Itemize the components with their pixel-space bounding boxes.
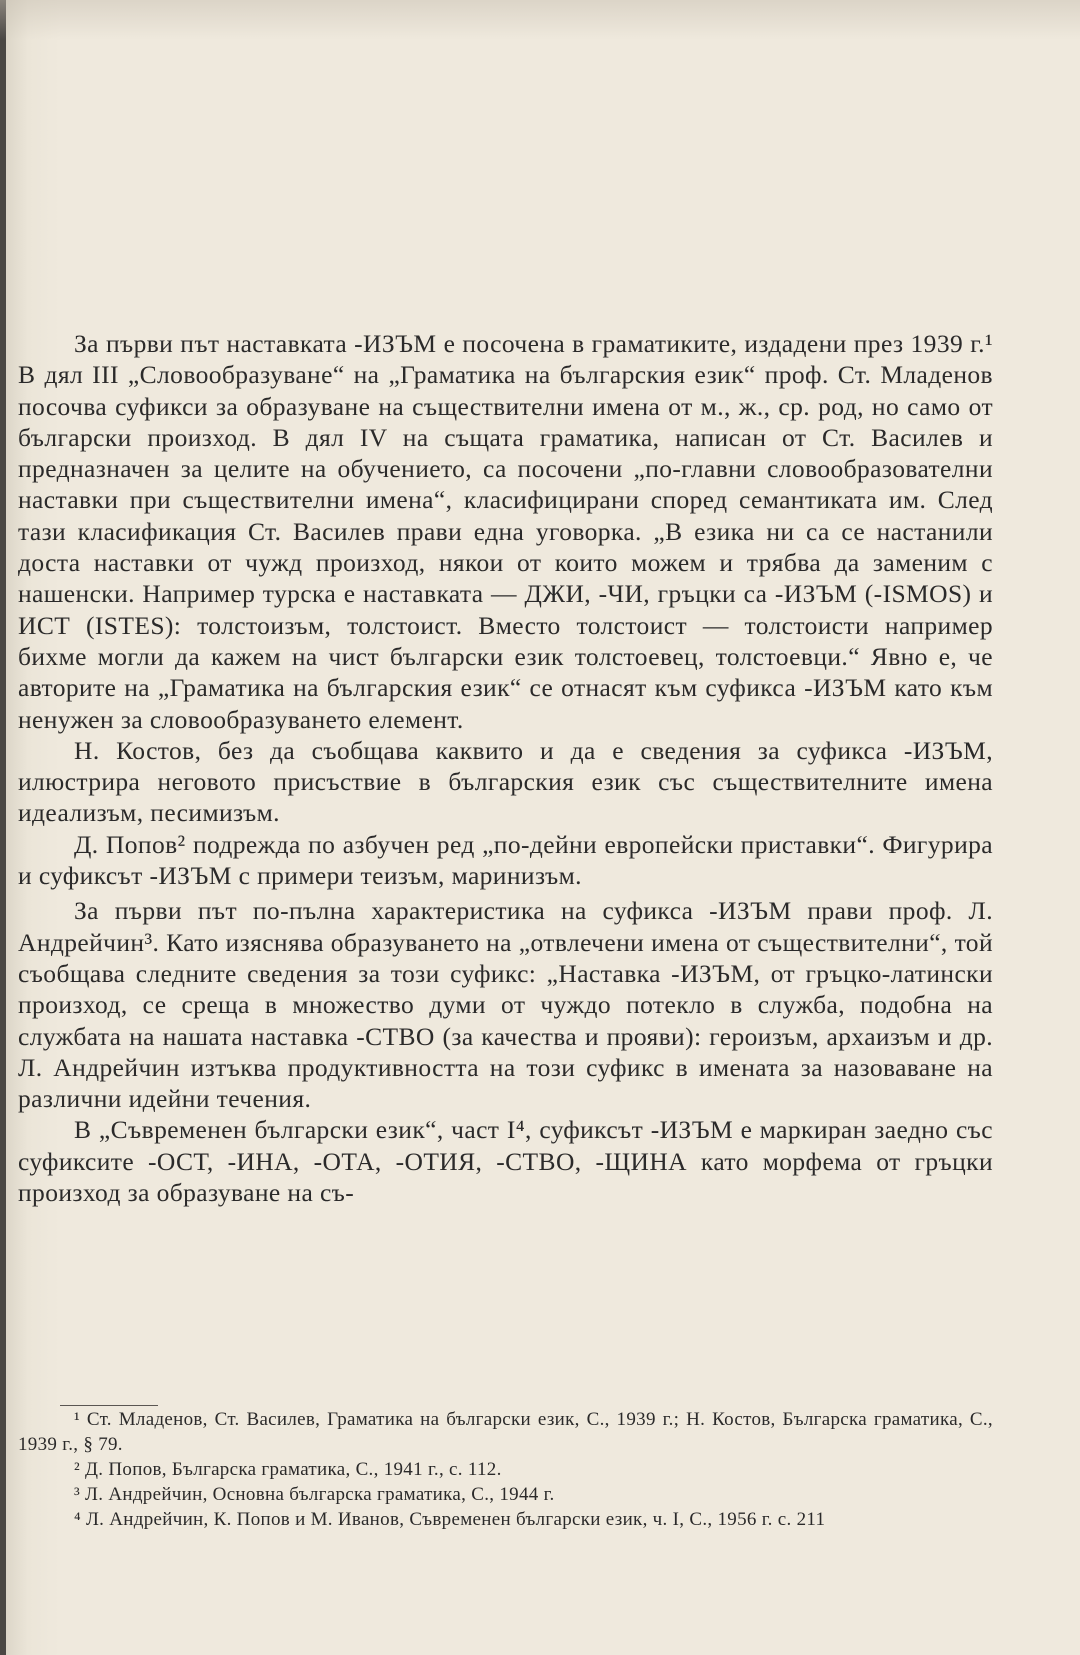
footnotes [18, 1407, 993, 1532]
footnote-divider [60, 1405, 158, 1406]
paragraph-suffix-first-mention: За първи път наставката -ИЗЪМ е посочена в граматиките, издадени през 1939 г.¹ В дял III „Словообразуване“ на „Граматика на българския език“ проф. Ст. Младенов посочва суфикси за образуване на съществителни имена от м., ж., ср. род, но само от български произход. В дял IV на същата граматика, написан от Ст. Василев и предназначен за целите на обучението, са посочени „по-главни словообразователни наставки при съществителни имена“, класифицирани според семантиката им. След тази класификация Ст. Василев прави една уговорка. „В езика ни са се настанили доста наставки от чужд произход, някои от които можем и трябва да заменим с нашенски. Например турска е наставката — ДЖИ, -ЧИ, гръцки са -ИЗЪМ (-ISMOS) и ИСТ (ISTES): толстоизъм, толстоист. Вместо толстоист — толстоисти например бихме могли да кажем на чист български език толстоевец, толстоевци.“ Явно е, че авторите на „Граматика на българския език“ се отнасят към суфикса -ИЗЪМ като към ненужен за словообразуването елемент. [18, 329, 993, 734]
paragraph-contemporary-language: В „Съвременен български език“, част I⁴, суфиксът -ИЗЪМ е маркиран заедно със суфиксите -ОСТ, -ИНА, -ОТА, -ОТИЯ, -СТВО, -ЩИНА като морфема от гръцки произход за образуване на съ- [18, 1115, 993, 1208]
paragraph-kostov: Н. Костов, без да съобщава каквито и да е сведения за суфикса -ИЗЪМ, илюстрира неговото присъствие в българския език със съществителните имена идеализъм, песимизъм. [18, 735, 993, 828]
paragraph-popov: Д. Попов² подрежда по азбучен ред „по-дейни европейски приставки“. Фигурира и суфиксът -ИЗЪМ с примери теизъм, маринизъм. [18, 829, 993, 891]
footnote-3: ³ Л. Андрейчин, Основна българска граматика, С., 1944 г. [74, 1484, 555, 1505]
body-text [18, 328, 993, 1208]
binding-edge [0, 0, 6, 1655]
footnote-1: ¹ Ст. Младенов, Ст. Василев, Граматика на български език, С., 1939 г.; Н. Костов, Българска граматика, С., 1939 г., § 79. [18, 1409, 993, 1455]
footnote-2: ² Д. Попов, Българска граматика, С., 1941 г., с. 112. [74, 1459, 502, 1480]
page-top-shadow [0, 0, 1080, 40]
footnote-4: ⁴ Л. Андрейчин, К. Попов и М. Иванов, Съвременен български език, ч. I, С., 1956 г. с. 211 [74, 1509, 826, 1530]
paragraph-andreychin: За първи път по-пълна характеристика на суфикса -ИЗЪМ прави проф. Л. Андрейчин³. Като изяснява образуването на „отвлечени имена от съществителни“, той съобщава следните сведения за този суфикс: „Наставка -ИЗЪМ, от гръцко-латински произход, се среща в множество думи от чуждо потекло в служба, подобна на службата на нашата наставка -СТВО (за качества и прояви): героизъм, архаизъм и др. Л. Андрейчин изтъква продуктивността на този суфикс в имената за назоваване на различни идейни течения. [18, 896, 993, 1114]
